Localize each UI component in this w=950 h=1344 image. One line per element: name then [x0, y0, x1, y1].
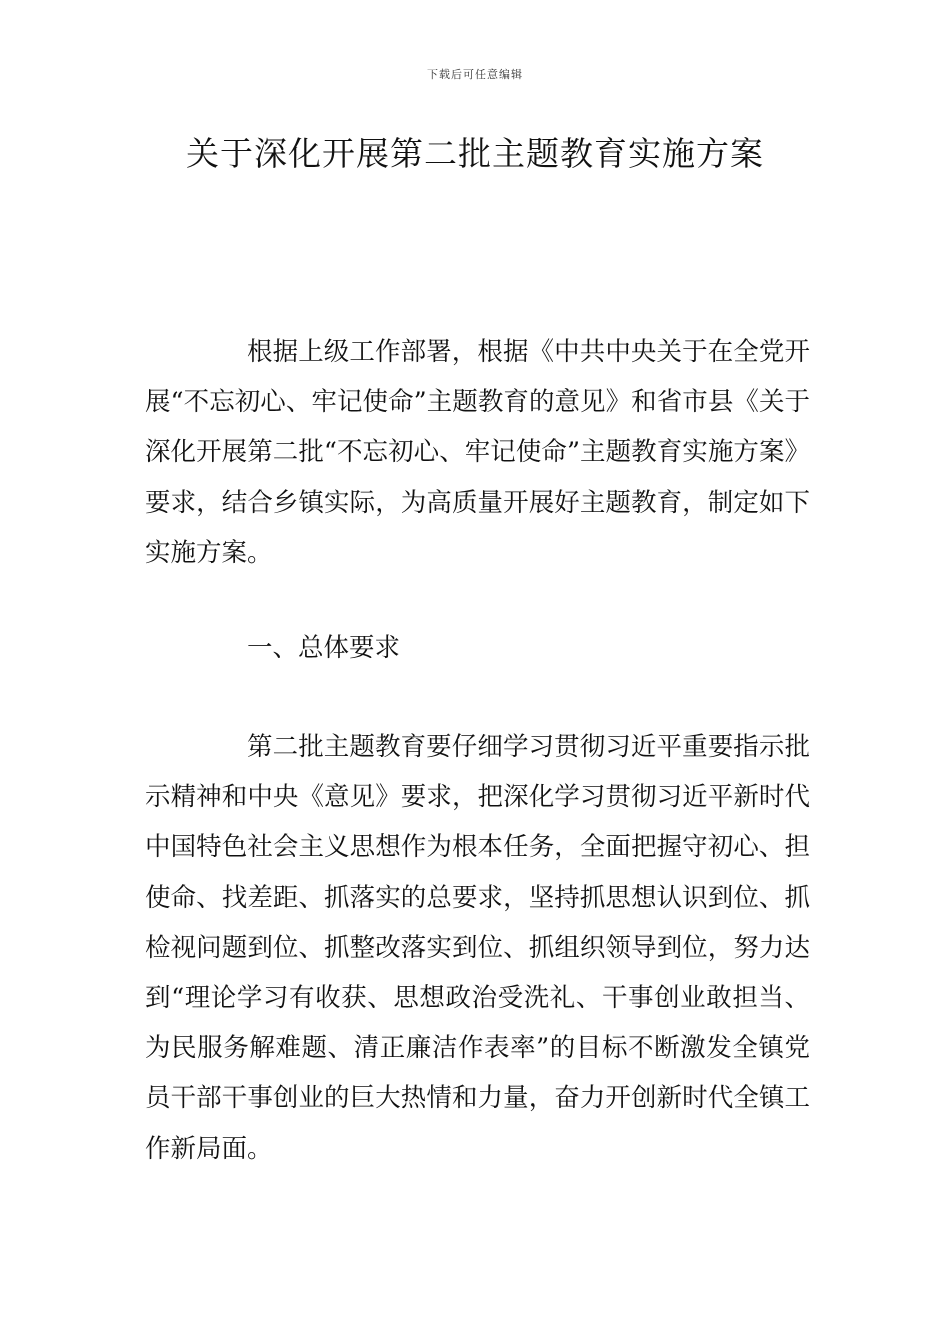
header-note: 下载后可任意编辑	[427, 68, 523, 81]
section-heading: 一、总体要求	[247, 633, 401, 663]
document-title: 关于深化开展第二批主题教育实施方案	[186, 134, 764, 173]
intro-paragraph: 根据上级工作部署，根据《中共中央关于在全党开展“不忘初心、牢记使命”主题教育的意见》和省市县《关于深化开展第二批“不忘初心、牢记使命”主题教育实施方案》要求，结合乡镇实际，为高质量开展好主题教育，制定如下实施方案。	[145, 337, 810, 568]
section-paragraph: 第二批主题教育要仔细学习贯彻习近平重要指示批示精神和中央《意见》要求，把深化学习贯彻习近平新时代中国特色社会主义思想作为根本任务，全面把握守初心、担使命、找差距、抓落实的总要求，坚持抓思想认识到位、抓检视问题到位、抓整改落实到位、抓组织领导到位，努力达到“理论学习有收获、思想政治受洗礼、干事创业敢担当、为民服务解难题、清正廉洁作表率”的目标不断激发全镇党员干部干事创业的巨大热情和力量，奋力开创新时代全镇工作新局面。	[145, 732, 810, 1164]
